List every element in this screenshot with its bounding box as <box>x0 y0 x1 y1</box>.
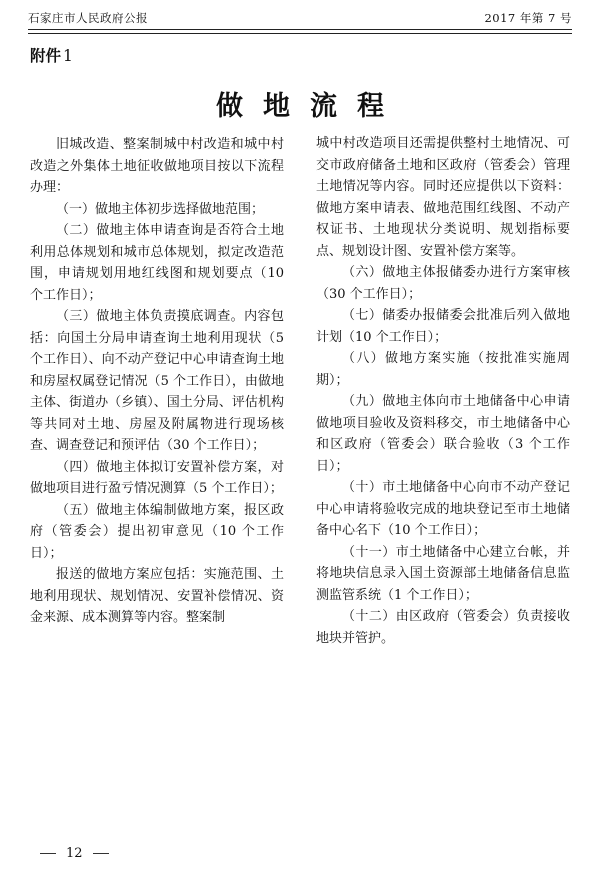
journal-name: 石家庄市人民政府公报 <box>28 11 148 25</box>
page-footer <box>40 846 109 861</box>
footer-dash-left <box>40 853 56 854</box>
paragraph: （四）做地主体拟订安置补偿方案，对做地项目进行盈亏情况测算（5 个工作日）； <box>30 459 284 496</box>
issue-number: 2017 年第 7 号 <box>484 11 572 25</box>
paragraph-continued: 城中村改造项目还需提供整村土地情况、可交市政府储备土地和区政府（管委会）管理土地情况等内容。同时还应提供以下资料：做地方案申请表、做地范围红线图、不动产权证书、土地现状分类说明、规划指标要点、规划设计图、安置补偿方案等。 <box>316 136 570 259</box>
paragraph: （十）市土地储备中心向市不动产登记中心申请将验收完成的地块登记至市土地储备中心名下（10 个工作日）； <box>316 480 570 538</box>
paragraph: 旧城改造、整案制城中村改造和城中村改造之外集体土地征收做地项目按以下流程办理： <box>30 137 284 195</box>
header-rule-thick <box>28 29 572 30</box>
journal-header <box>28 10 572 26</box>
attachment-label <box>30 44 73 66</box>
paragraph: （九）做地主体向市土地储备中心申请做地项目验收及资料移交，市土地储备中心和区政府（管委会）联合验收（3 个工作日）； <box>316 394 570 474</box>
header-rule-thin <box>28 33 572 34</box>
paragraph: （六）做地主体报储委办进行方案审核（30 个工作日）； <box>316 265 570 302</box>
paragraph: （二）做地主体申请查询是否符合土地利用总体规划和城市总体规划，拟定改造范围，申请规划用地红线图和规划要点（10 个工作日）； <box>30 223 284 303</box>
attachment-word: 附件 <box>30 47 62 65</box>
footer-dash-right <box>93 853 109 854</box>
attachment-number: 1 <box>63 47 73 65</box>
paragraph: （十二）由区政府（管委会）负责接收地块并管护。 <box>316 609 570 646</box>
page-title: 做地流程 <box>216 91 404 122</box>
paragraph: （三）做地主体负责摸底调查。内容包括：向国土分局申请查询土地利用现状（5 个工作日）、向不动产登记中心申请查询土地和房屋权属登记情况（5 个工作日），由做地主体、街道办（乡镇）、国土分局、评估机构等共同对土地、房屋及附属物进行现场核查、调查登记和预评估（30 个工作日）； <box>30 309 284 453</box>
paragraph: （一）做地主体初步选择做地范围； <box>56 201 265 217</box>
page-number: 12 <box>66 846 83 861</box>
paragraph: （八）做地方案实施（按批准实施周期）； <box>316 351 570 388</box>
paragraph: （五）做地主体编制做地方案，报区政府（管委会）提出初审意见（10 个工作日）； <box>30 502 284 561</box>
left-column <box>30 134 284 629</box>
paragraph: 报送的做地方案应包括：实施范围、土地利用现状、规划情况、安置补偿情况、资金来源、成本测算等内容。整案制 <box>30 567 284 625</box>
right-column <box>316 133 570 649</box>
paragraph: （七）储委办报储委会批准后列入做地计划（10 个工作日）； <box>316 308 570 345</box>
paragraph: （十一）市土地储备中心建立台帐，并将地块信息录入国土资源部土地储备信息监测监管系统（1 个工作日）； <box>316 544 570 603</box>
